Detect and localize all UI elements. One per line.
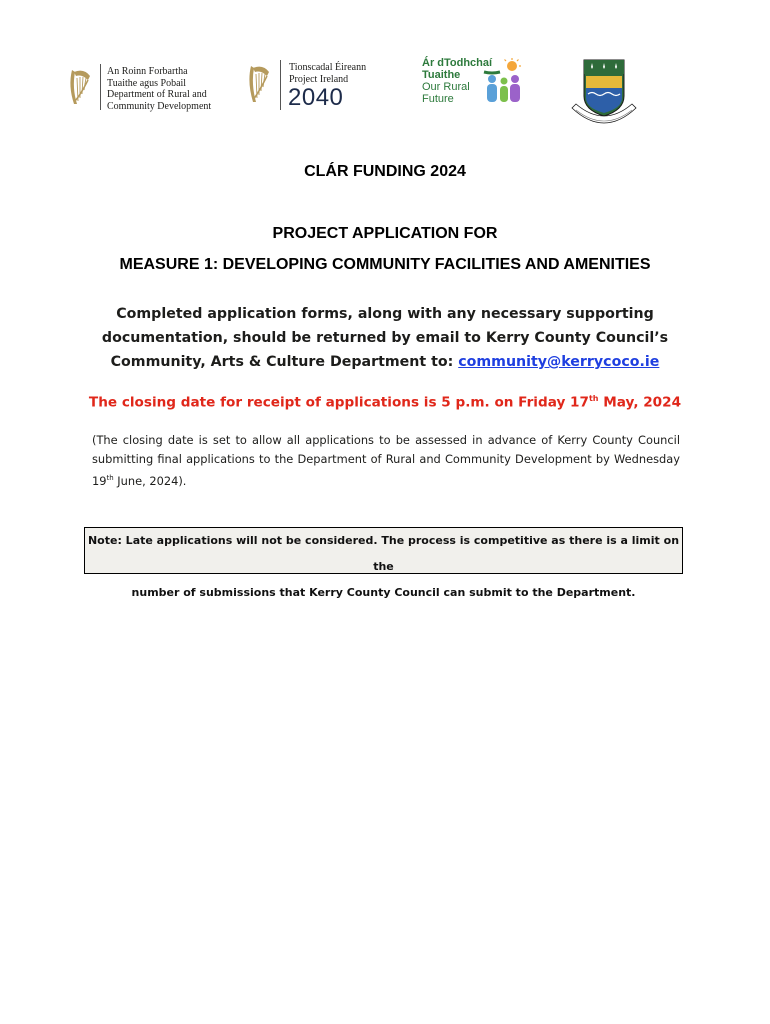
closing-date-suffix: th	[588, 394, 599, 403]
instructions-paragraph	[95, 302, 675, 374]
explanation-line-3-end: June, 2024).	[113, 473, 187, 488]
logo-divider	[100, 64, 101, 110]
project-ireland-year: 2040	[288, 84, 344, 111]
email-link[interactable]: community@kerrycoco.ie	[458, 354, 660, 370]
explanation-line-2: submitting final applications to the Department of Rural and Community Development by Wednesday	[92, 452, 680, 466]
closing-date-month: May, 2024	[598, 394, 682, 411]
rural-future-english-1: Our Rural	[422, 81, 470, 93]
page-title: CLÁR FUNDING 2024	[304, 163, 466, 180]
subtitle-measure: MEASURE 1: DEVELOPING COMMUNITY FACILITIES AND AMENITIES	[119, 256, 651, 273]
note-line-2: number of submissions that Kerry County Council can submit to the Department.	[131, 586, 636, 599]
late-applications-note	[84, 527, 683, 599]
harp-icon	[245, 62, 273, 106]
closing-date	[0, 394, 770, 411]
rural-people-icon	[482, 58, 524, 106]
closing-date-text: The closing date for receipt of applications is 5 p.m. on Friday 17	[88, 394, 589, 411]
rural-future-irish-1: Ár dTodhchaí	[422, 57, 493, 69]
explanation-paragraph	[92, 431, 680, 491]
explanation-line-3: 19	[92, 473, 107, 488]
harp-icon	[66, 66, 94, 108]
explanation-line-3-sup: th	[106, 474, 114, 482]
logo-divider	[280, 60, 281, 110]
project-ireland-irish: Tionscadal Éireann	[289, 62, 367, 73]
dept-name-english-1: Department of Rural and	[107, 89, 207, 100]
instructions-line-3: Community, Arts & Culture Department to:	[110, 354, 459, 370]
dept-name-irish-1: An Roinn Forbartha	[107, 66, 188, 77]
note-line-1: Note: Late applications will not be considered. The process is competitive as there is a limit on the	[87, 534, 680, 573]
instructions-line-1: Completed application forms, along with any necessary supporting	[116, 306, 654, 322]
dept-name-irish-2: Tuaithe agus Pobail	[107, 77, 187, 89]
rural-future-english-2: Future	[422, 93, 454, 105]
rural-future-irish-2: Tuaithe	[422, 69, 461, 81]
subtitle-project-application: PROJECT APPLICATION FOR	[272, 225, 498, 242]
project-ireland-english: Project Ireland	[289, 73, 349, 85]
instructions-line-2: documentation, should be returned by email to Kerry County Council’s	[101, 330, 669, 346]
crest-icon	[570, 58, 638, 130]
dept-name-english-2: Community Development	[107, 100, 212, 112]
explanation-line-1: (The closing date is set to allow all applications to be assessed in advance of Kerry County Council	[92, 433, 680, 447]
